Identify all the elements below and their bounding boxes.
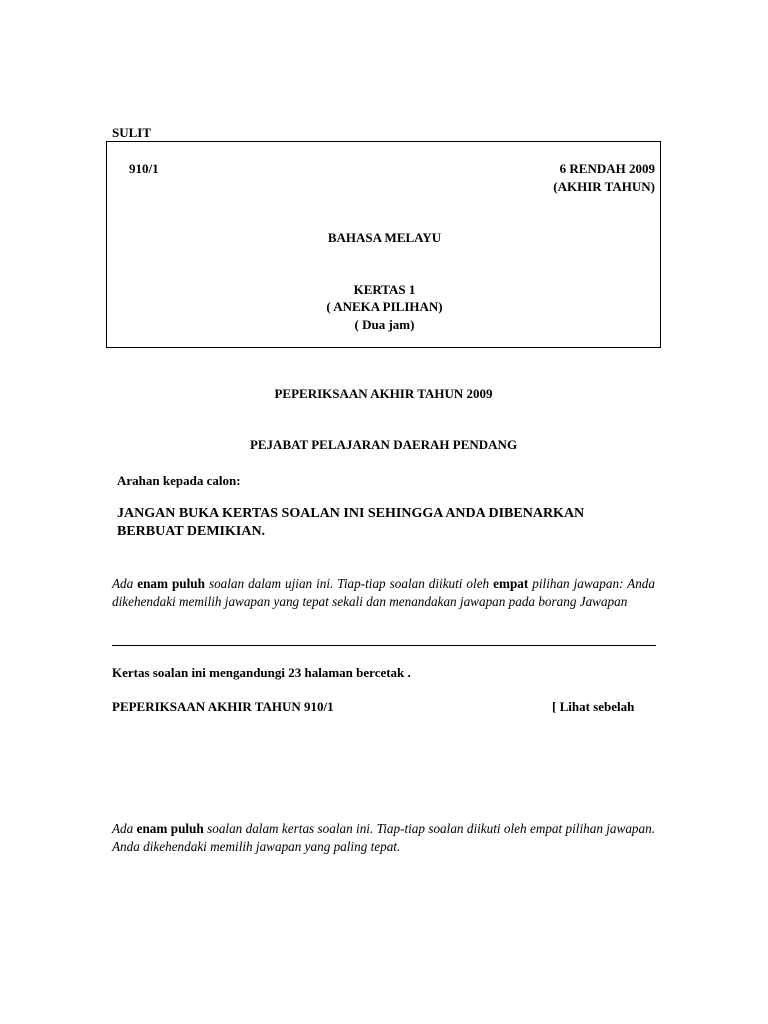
term-label: (AKHIR TAHUN)	[553, 179, 655, 194]
duration: ( Dua jam)	[354, 317, 415, 332]
warning-line-2: BERBUAT DEMIKIAN.	[117, 524, 266, 539]
footer-exam-label: PEPERIKSAAN AKHIR TAHUN 910/1	[112, 699, 334, 714]
para2-bold-1: enam puluh	[136, 821, 204, 836]
para2-text-2: soalan dalam kertas soalan ini. Tiap-tiap soalan diikuti oleh empat pilihan jawapan. Anda dikehendaki memilih jawapan yang paling tepat.	[112, 821, 655, 854]
repeated-instruction-paragraph	[112, 820, 655, 856]
para2-text-1: Ada	[112, 821, 137, 836]
footer-turn-page: [ Lihat sebelah	[552, 699, 635, 714]
instruction-paragraph	[112, 575, 655, 611]
instructions-label: Arahan kepada calon:	[117, 473, 241, 488]
para1-text-3: pilihan jawapan: Anda dikehendaki memilih jawapan yang tepat sekali dan menandakan jawapan pada borang Jawapan	[112, 576, 655, 609]
divider-line	[112, 645, 656, 646]
grade-year: 6 RENDAH 2009	[559, 161, 655, 176]
classification-label: SULIT	[112, 125, 152, 140]
cover-box	[106, 141, 661, 348]
para1-text-2: soalan dalam ujian ini. Tiap-tiap soalan diikuti oleh	[204, 576, 494, 591]
para1-text-1: Ada	[112, 576, 138, 591]
subject-title: BAHASA MELAYU	[327, 230, 442, 245]
para1-bold-2: empat	[493, 576, 529, 591]
paper-code: 910/1	[129, 161, 159, 176]
exam-title: PEPERIKSAAN AKHIR TAHUN 2009	[274, 386, 493, 401]
paper-number: KERTAS 1	[353, 282, 416, 297]
page-count-note: Kertas soalan ini mengandungi 23 halaman bercetak .	[112, 665, 411, 680]
office-name: PEJABAT PELAJARAN DAERAH PENDANG	[249, 437, 518, 452]
paper-type: ( ANEKA PILIHAN)	[326, 299, 443, 314]
warning-line-1: JANGAN BUKA KERTAS SOALAN INI SEHINGGA ANDA DIBENARKAN	[117, 506, 585, 521]
para1-bold-1: enam puluh	[137, 576, 205, 591]
